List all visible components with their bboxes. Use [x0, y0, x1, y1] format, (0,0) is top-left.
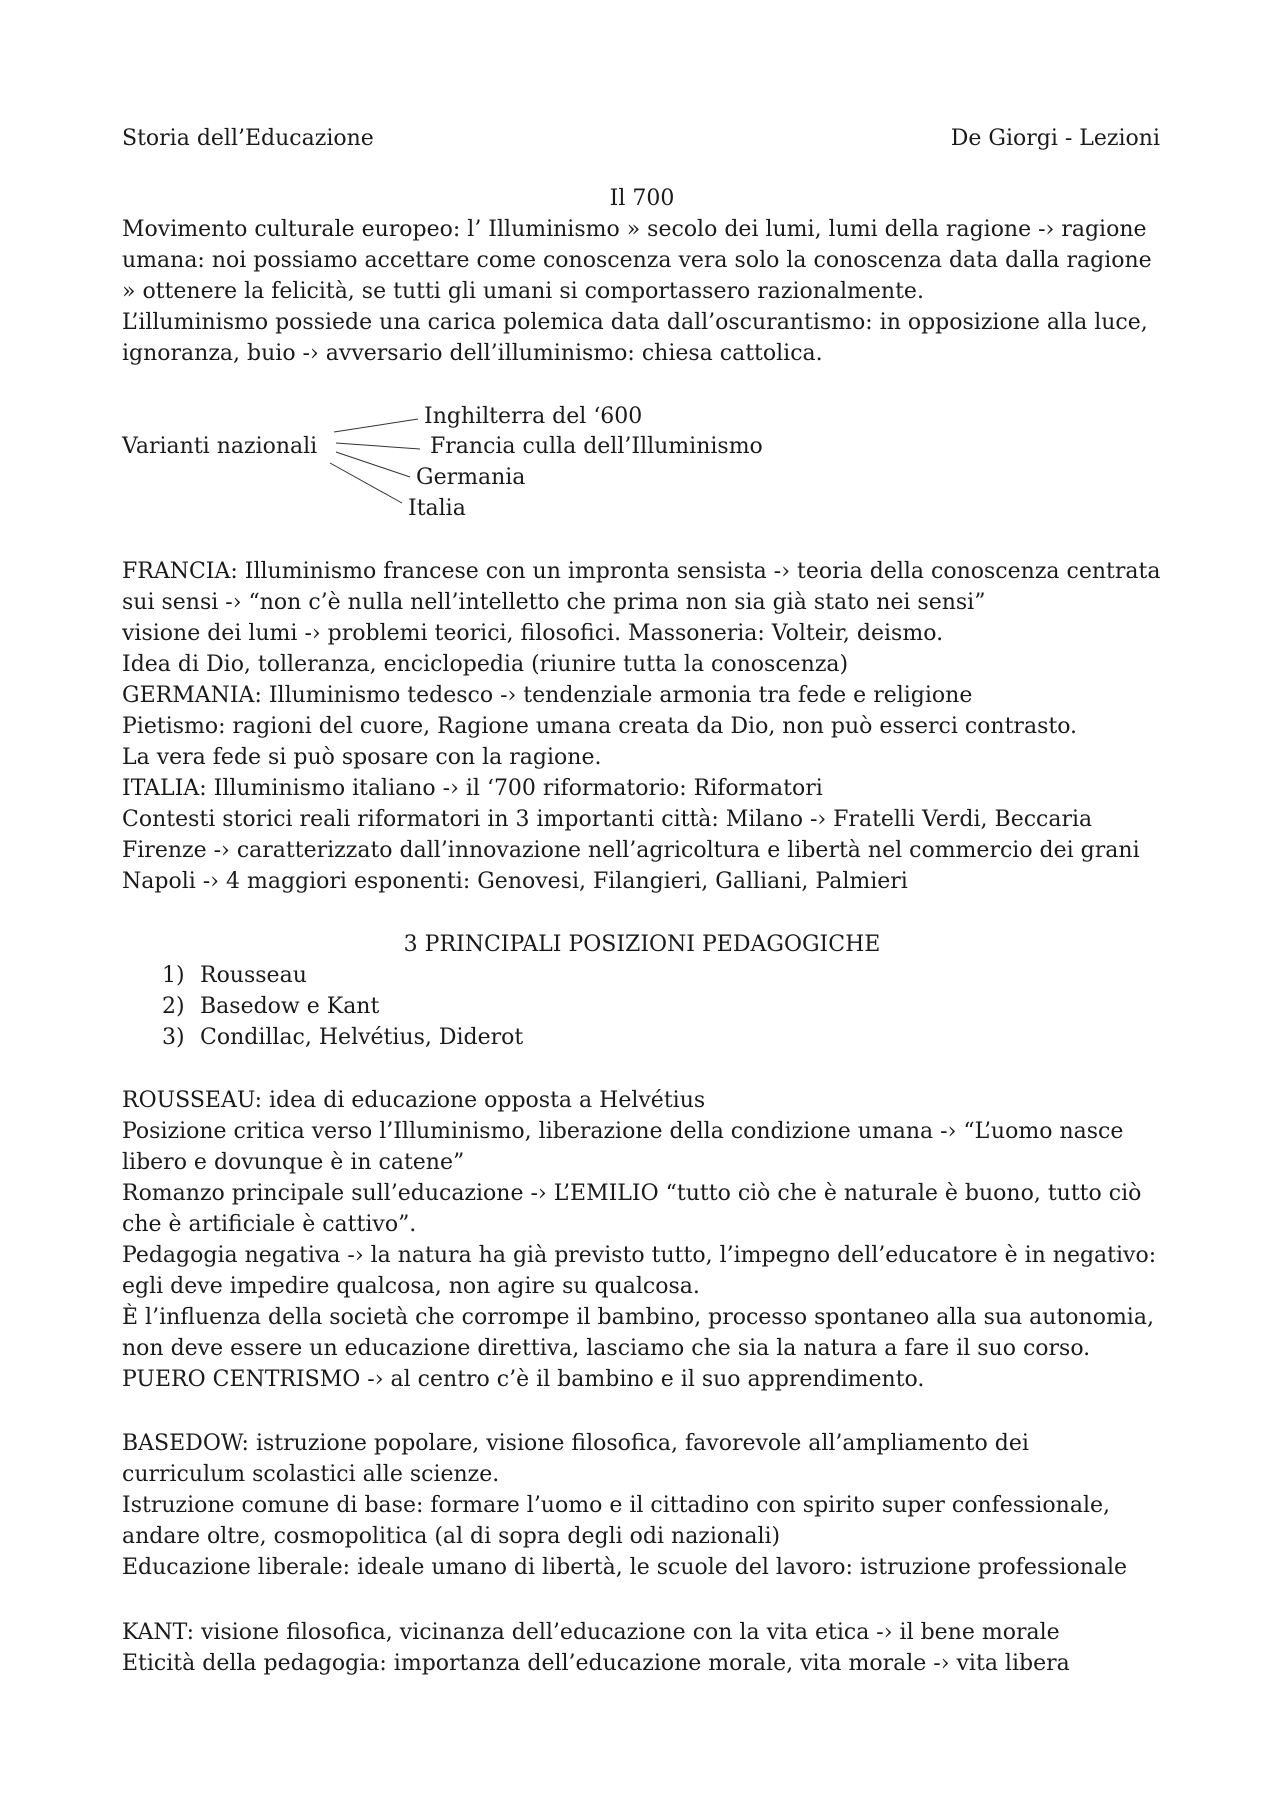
connector-line: [336, 452, 410, 477]
national-variants-paragraph: [122, 556, 1172, 897]
list-number: 2): [162, 994, 185, 1019]
header-course-title: Storia dell’Educazione: [122, 126, 374, 151]
text-line: Movimento culturale europeo: l’ Illuminismo » secolo dei lumi, lumi della ragione -› ragione: [122, 217, 1147, 242]
variants-connector-lines: [0, 0, 1280, 560]
text-line: che è artificiale è cattivo”.: [122, 1212, 417, 1237]
text-line: Contesti storici reali riformatori in 3 importanti città: Milano -› Fratelli Verdi, Beccaria: [122, 807, 1093, 832]
rousseau-paragraph: [122, 1085, 1172, 1395]
text-line: Firenze -› caratterizzato dall’innovazione nell’agricoltura e libertà nel commercio dei grani: [122, 838, 1140, 863]
text-line: La vera fede si può sposare con la ragione.: [122, 745, 602, 770]
list-text: Basedow e Kant: [200, 994, 380, 1019]
variant-item: Inghilterra del ‘600: [424, 404, 643, 429]
basedow-paragraph: [122, 1428, 1172, 1583]
list-item: [162, 960, 523, 991]
kant-paragraph: [122, 1617, 1172, 1679]
variants-label: Varianti nazionali: [122, 434, 318, 459]
list-item: [162, 1022, 523, 1053]
text-line: FRANCIA: Illuminismo francese con un impronta sensista -› teoria della conoscenza centrata: [122, 559, 1161, 584]
text-line: visione dei lumi -› problemi teorici, filosofici. Massoneria: Volteir, deismo.: [122, 621, 944, 646]
text-line: Napoli -› 4 maggiori esponenti: Genovesi, Filangieri, Galliani, Palmieri: [122, 869, 908, 894]
text-line: ITALIA: Illuminismo italiano -› il ‘700 riformatorio: Riformatori: [122, 776, 823, 801]
text-line: non deve essere un educazione direttiva, lasciamo che sia la natura a fare il suo corso.: [122, 1336, 1091, 1361]
list-text: Rousseau: [200, 963, 307, 988]
text-line: libero e dovunque è in catene”: [122, 1150, 465, 1175]
text-line: Pedagogia negativa -› la natura ha già previsto tutto, l’impegno dell’educatore è in negativo:: [122, 1243, 1157, 1268]
section-title: Il 700: [609, 186, 675, 211]
text-line: Istruzione comune di base: formare l’uomo e il cittadino con spirito super confessionale,: [122, 1493, 1111, 1518]
text-line: Educazione liberale: ideale umano di libertà, le scuole del lavoro: istruzione professionale: [122, 1555, 1128, 1580]
positions-list: [162, 960, 523, 1053]
connector-line: [334, 419, 418, 432]
text-line: KANT: visione filosofica, vicinanza dell’educazione con la vita etica -› il bene morale: [122, 1620, 1060, 1645]
variant-item: Italia: [408, 496, 466, 521]
text-line: andare oltre, cosmopolitica (al di sopra degli odi nazionali): [122, 1524, 781, 1549]
text-line: Pietismo: ragioni del cuore, Ragione umana creata da Dio, non può esserci contrasto.: [122, 714, 1078, 739]
list-number: 3): [162, 1025, 185, 1050]
text-line: GERMANIA: Illuminismo tedesco -› tendenziale armonia tra fede e religione: [122, 683, 973, 708]
list-number: 1): [162, 963, 185, 988]
positions-title: 3 PRINCIPALI POSIZIONI PEDAGOGICHE: [403, 932, 881, 957]
header-author: De Giorgi - Lezioni: [950, 126, 1160, 151]
text-line: egli deve impedire qualcosa, non agire su qualcosa.: [122, 1274, 700, 1299]
text-line: ROUSSEAU: idea di educazione opposta a Helvétius: [122, 1088, 706, 1113]
text-line: Idea di Dio, tolleranza, enciclopedia (riunire tutta la conoscenza): [122, 652, 849, 677]
list-item: [162, 991, 523, 1022]
connector-line: [330, 463, 402, 503]
text-line: L’illuminismo possiede una carica polemica data dall’oscurantismo: in opposizione alla luce,: [122, 310, 1148, 335]
text-line: Posizione critica verso l’Illuminismo, liberazione della condizione umana -› “L’uomo nasce: [122, 1119, 1124, 1144]
text-line: Romanzo principale sull’educazione -› L’EMILIO “tutto ciò che è naturale è buono, tutto ciò: [122, 1181, 1142, 1206]
connector-line: [336, 443, 420, 449]
text-line: curriculum scolastici alle scienze.: [122, 1462, 500, 1487]
list-text: Condillac, Helvétius, Diderot: [200, 1025, 524, 1050]
text-line: È l’influenza della società che corrompe il bambino, processo spontaneo alla sua autonomia,: [122, 1305, 1154, 1330]
text-line: umana: noi possiamo accettare come conoscenza vera solo la conoscenza data dalla ragione: [122, 248, 1152, 273]
text-line: BASEDOW: istruzione popolare, visione filosofica, favorevole all’ampliamento dei: [122, 1431, 1029, 1456]
variant-item: Francia culla dell’Illuminismo: [430, 434, 763, 459]
text-line: PUERO CENTRISMO -› al centro c’è il bambino e il suo apprendimento.: [122, 1367, 925, 1392]
text-line: » ottenere la felicità, se tutti gli umani si comportassero razionalmente.: [122, 279, 924, 304]
text-line: Eticità della pedagogia: importanza dell’educazione morale, vita morale -› vita libera: [122, 1651, 1070, 1676]
text-line: sui sensi -› “non c’è nulla nell’intelletto che prima non sia già stato nei sensi”: [122, 590, 986, 615]
variant-item: Germania: [416, 465, 526, 490]
text-line: ignoranza, buio -› avversario dell’illuminismo: chiesa cattolica.: [122, 341, 823, 366]
